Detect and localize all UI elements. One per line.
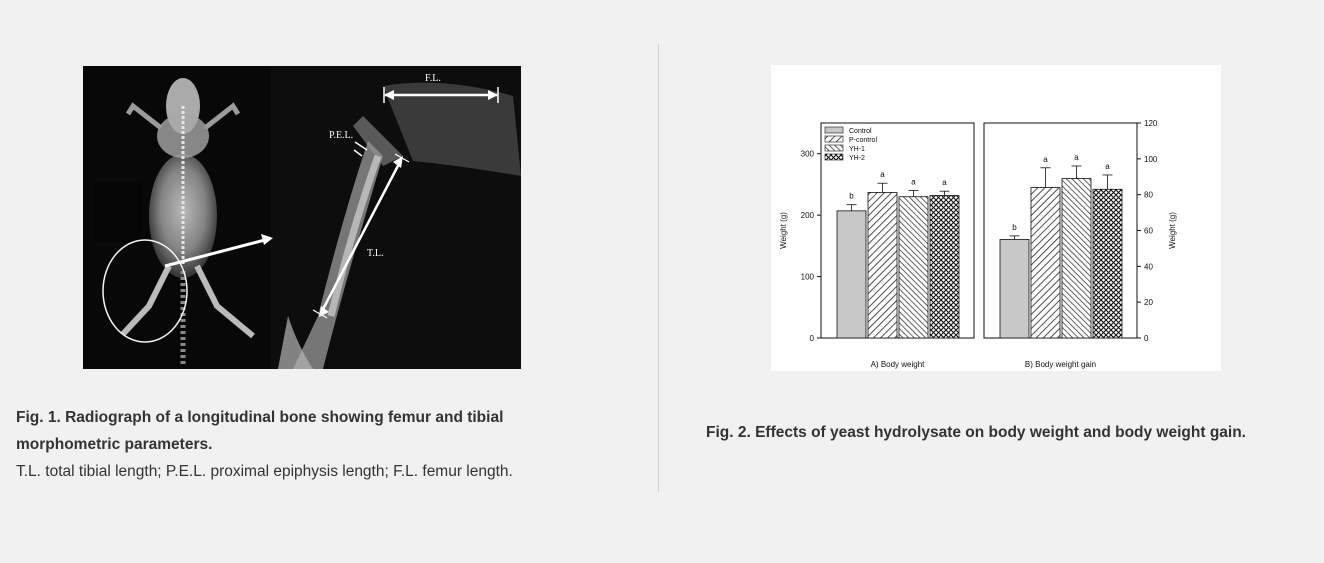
legend-swatch xyxy=(825,154,843,160)
panel-title: A) Body weight xyxy=(870,360,925,369)
legend-swatch xyxy=(825,136,843,142)
y-tick-label: 40 xyxy=(1144,262,1153,272)
bar-yh-1 xyxy=(899,197,928,338)
bar-yh-1 xyxy=(1062,179,1091,338)
bar-yh-2 xyxy=(930,195,959,338)
y-tick-label: 60 xyxy=(1144,226,1153,236)
legend-swatch xyxy=(825,127,843,133)
significance-label: a xyxy=(1043,154,1048,164)
caption1-line1: Fig. 1. Radiograph of a longitudinal bone showing femur and tibial xyxy=(16,409,504,426)
significance-label: a xyxy=(1074,153,1079,162)
y-tick-label: 100 xyxy=(800,272,814,282)
bar-control xyxy=(1000,239,1029,338)
y-tick-label: 20 xyxy=(1144,298,1153,308)
significance-label: a xyxy=(1105,161,1110,171)
y-tick-label: 0 xyxy=(809,334,814,343)
legend-label: P-control xyxy=(849,137,878,144)
bar-p-control xyxy=(868,192,897,338)
bar-control xyxy=(837,211,866,338)
y-tick-label: 300 xyxy=(800,149,814,159)
y-tick-label: 100 xyxy=(1144,154,1158,164)
fl-label: F.L. xyxy=(425,73,441,84)
pel-label: P.E.L. xyxy=(329,130,354,141)
bar-p-control xyxy=(1031,188,1060,339)
y-tick-label: 200 xyxy=(800,211,814,221)
y-axis-label: Weight (g) xyxy=(779,212,788,249)
bar-chart-figure xyxy=(771,65,1221,371)
legend-label: YH-2 xyxy=(849,155,865,162)
radiograph-image xyxy=(83,66,521,369)
significance-label: a xyxy=(942,178,947,188)
bar-yh-2 xyxy=(1093,189,1122,338)
y-tick-label: 80 xyxy=(1144,190,1153,200)
bar-chart-svg xyxy=(771,65,1221,371)
figure2-caption: Fig. 2. Effects of yeast hydrolysate on body weight and body weight gain. xyxy=(706,424,1246,441)
column-divider xyxy=(658,44,659,492)
significance-label: a xyxy=(880,170,885,180)
legend-label: YH-1 xyxy=(849,146,865,153)
panel-title: B) Body weight gain xyxy=(1024,360,1097,369)
y-tick-label: 0 xyxy=(1144,334,1149,343)
legend-swatch xyxy=(825,145,843,151)
significance-label: a xyxy=(911,177,916,187)
tl-label: T.L. xyxy=(367,248,384,259)
y-axis-label: Weight (g) xyxy=(1168,212,1177,249)
y-tick-label: 120 xyxy=(1144,119,1158,128)
caption1-line3: T.L. total tibial length; P.E.L. proximal epiphysis length; F.L. femur length. xyxy=(16,463,513,480)
caption1-line2: morphometric parameters. xyxy=(16,436,213,453)
significance-label: b xyxy=(849,191,854,201)
legend-label: Control xyxy=(849,128,872,135)
figure1-caption xyxy=(16,404,636,485)
significance-label: b xyxy=(1012,222,1017,232)
